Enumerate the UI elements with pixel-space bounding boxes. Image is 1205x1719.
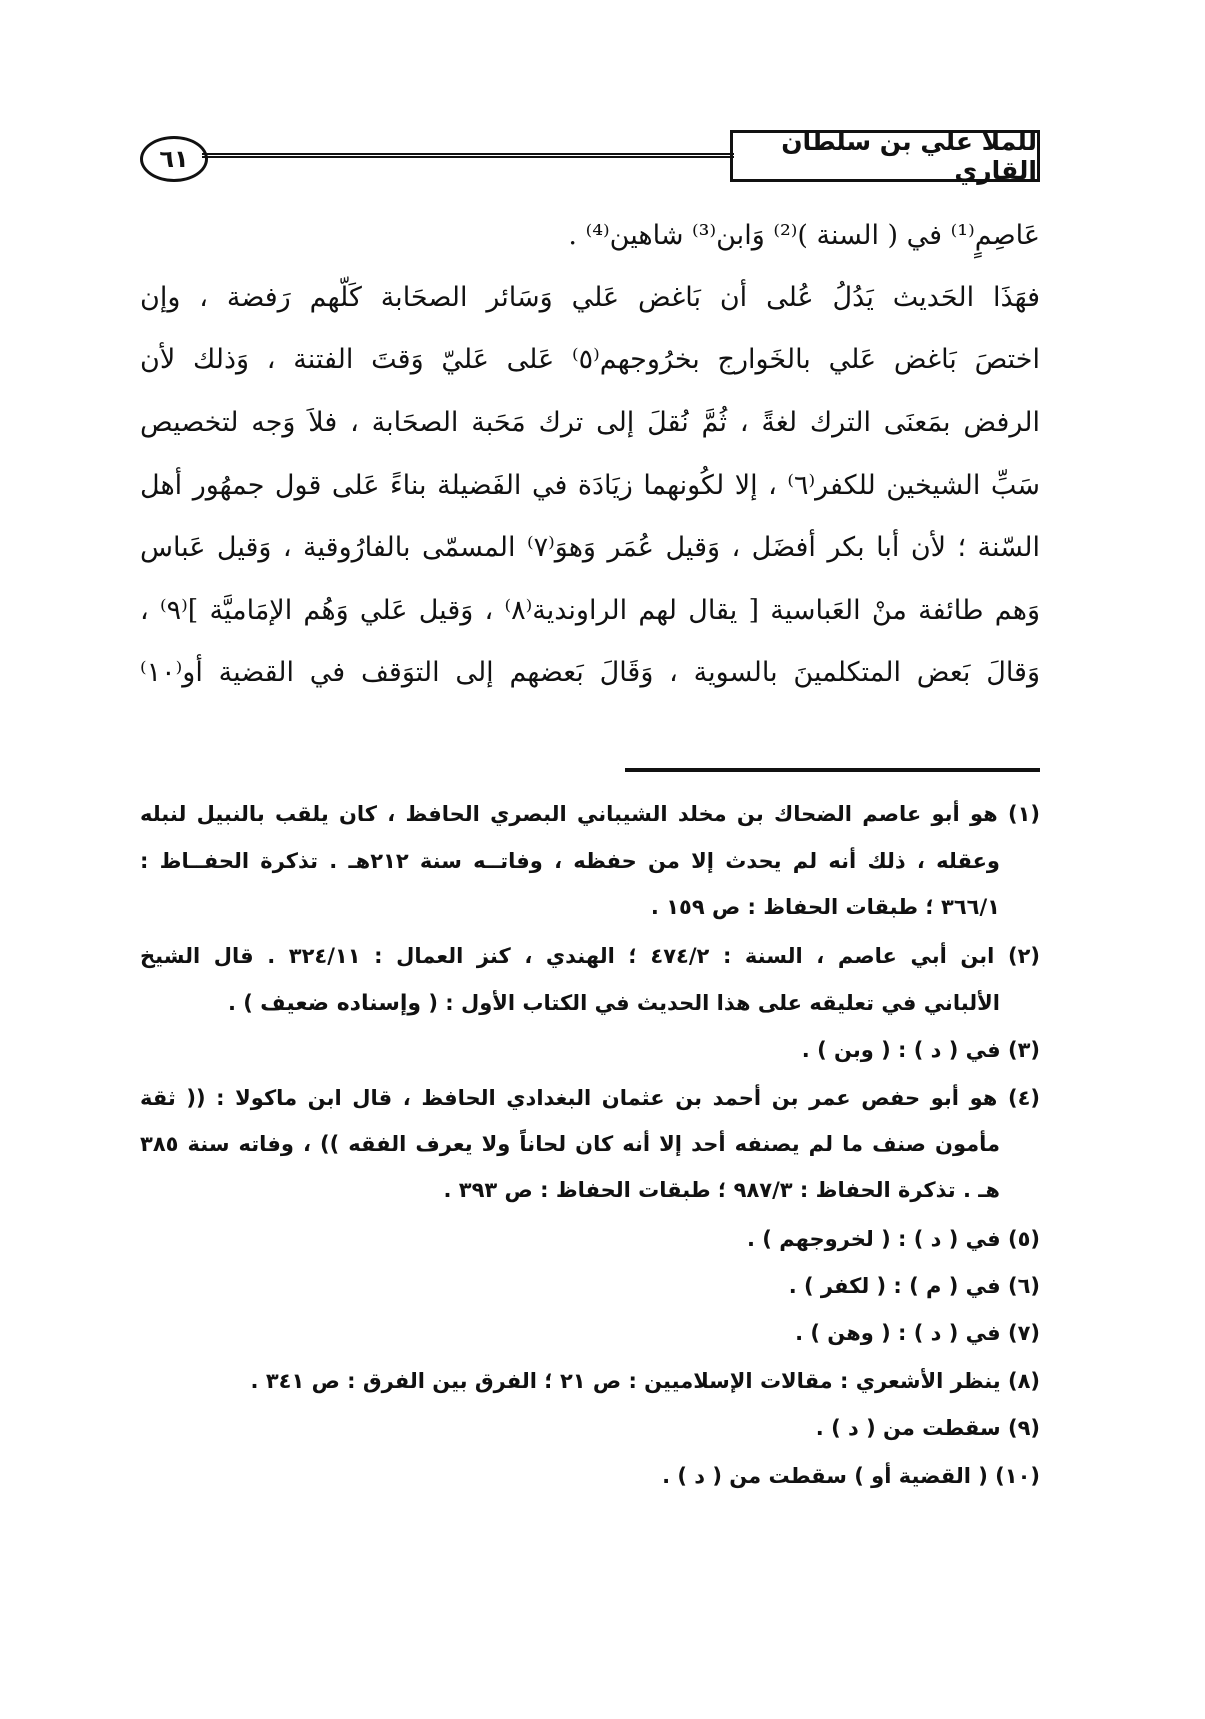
page-number: ٦١ [140,136,208,182]
footnote-4-line-2: مأمون صنف ما لم يصنفه أحد إلا أنه كان لحاناً ولا يعرف الفقه )) ، وفاته سنة ٣٨٥ [140,1132,1000,1156]
body-line-1: عَاصِمٍ⁽¹⁾ في ( السنة )⁽²⁾ وَابن⁽³⁾ شاهين⁽⁴⁾ . [568,220,1040,251]
footnote-4-line-1: (٤) هو أبو حفص عمر بن أحمد بن عثمان البغدادي الحافظ ، قال ابن ماكولا : (( ثقة [140,1086,1040,1110]
footnote-10: (١٠) ( القضية أو ) سقطت من ( د ) . [662,1464,1040,1488]
footnote-9: (٩) سقطت من ( د ) . [815,1416,1040,1440]
body-line-6: السّنة ؛ لأن أبا بكر أفضَل ، وَقيل عُمَر وَهوَ⁽٧⁾ المسمّى بالفارُوقية ، وَقيل عَباس [140,532,1040,563]
footnote-2-line-2 [140,981,1000,1025]
footnote-2-text-post: ) . [227,991,261,1015]
body-line-5: سَبِّ الشيخين للكفر⁽٦⁾ ، إلا لكُونهما زيَادَة في الفَضيلة بناءً عَلى قول جمهُور أهل [140,470,1040,501]
body-line-2: فهَذَا الحَديث يَدُلُ عُلى أن بَاغض عَلي وَسَائر الصحَابة كَلّهم رَفضة ، وإن [140,282,1040,313]
footnote-1-line-3: ٣٦٦/١ ؛ طبقات الحفاظ : ص ١٥٩ . [650,895,1000,919]
body-line-8: وَقالَ بَعض المتكلمينَ بالسوية ، وَقَالَ بَعضهم إلى التوَقف في القضية أو⁽١٠⁾ [140,657,1040,688]
footnote-4-line-3: هـ . تذكرة الحفاظ : ٩٨٧/٣ ؛ طبقات الحفاظ : ص ٣٩٣ . [443,1178,1000,1202]
footnote-7: (٧) في ( د ) : ( وهن ) . [795,1321,1040,1345]
body-line-4: الرفض بمَعنَى الترك لغةً ، ثُمَّ نُقلَ إلى ترك مَحَبة الصحَابة ، فلاَ وَجه لتخصيص [140,407,1040,438]
header-double-rule [202,153,734,158]
footnote-1-line-1: (١) هو أبو عاصم الضحاك بن مخلد الشيباني البصري الحافظ ، كان يلقب بالنبيل لنبله [140,802,1040,826]
body-line-7: وَهم طائفة منْ العَباسية [ يقال لهم الراوندية⁽٨⁾ ، وَقيل عَلي وَهُم الإمَاميَّة ]⁽٩⁾ ، [140,595,1040,626]
footnote-2-line-1: (٢) ابن أبي عاصم ، السنة : ٤٧٤/٢ ؛ الهندي ، كنز العمال : ٣٢٤/١١ . قال الشيخ [140,944,1040,968]
footnote-6: (٦) في ( م ) : ( لكفر ) . [788,1274,1040,1298]
footnote-1-line-2: وعقله ، ذلك أنه لم يحدث إلا من حفظه ، وفاتــه سنة ٢١٢هـ . تذكرة الحفــاظ : [140,849,1000,873]
footnote-8: (٨) ينظر الأشعري : مقالات الإسلاميين : ص ٢١ ؛ الفرق بين الفرق : ص ٣٤١ . [250,1369,1040,1393]
footnote-2-emphasis: وإسناده ضعيف [260,991,422,1016]
footnote-3: (٣) في ( د ) : ( وبن ) . [801,1038,1040,1062]
footnote-separator [625,768,1040,772]
running-title: للملا علي بن سلطان القاري [730,130,1040,182]
footnote-2-text-pre: الألباني في تعليقه على هذا الحديث في الكتاب الأول : ( [421,991,1000,1015]
body-line-3: اختصَ بَاغض عَلي بالخَوارج بخرُوجهم⁽٥⁾ عَلى عَليّ وَقتَ الفتنة ، وَذلك لأن [140,344,1040,375]
footnote-5: (٥) في ( د ) : ( لخروجهم ) . [747,1227,1040,1251]
